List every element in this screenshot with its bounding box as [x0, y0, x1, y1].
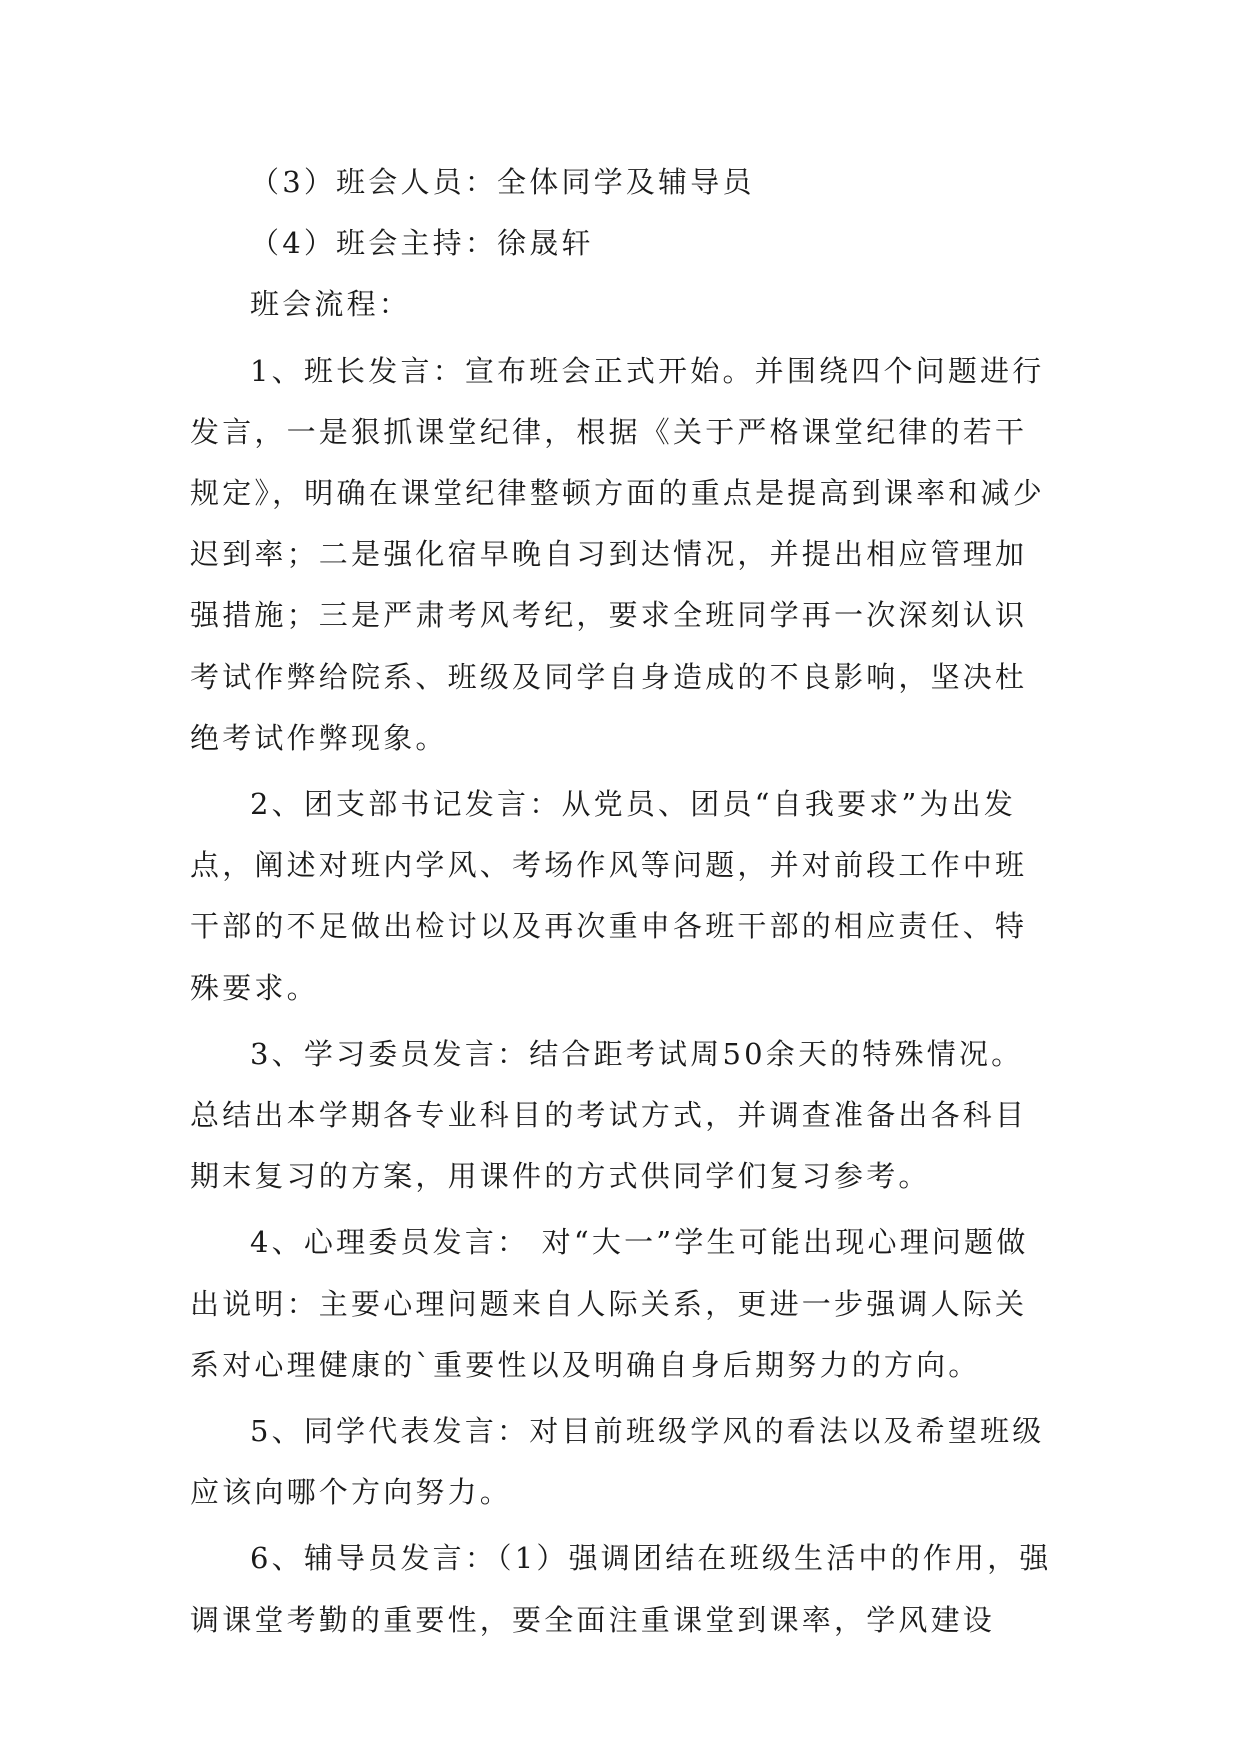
document-body — [190, 152, 1055, 1651]
paragraph-step-2: 2、团支部书记发言：从党员、团员“自我要求”为出发点，阐述对班内学风、考场作风等问题，并对前段工作中班干部的不足做出检讨以及再次重申各班干部的相应责任、特殊要求。 — [190, 787, 1028, 1005]
paragraph-step-4: 4、心理委员发言： 对“大一”学生可能出现心理问题做出说明：主要心理问题来自人际关系，更进一步强调人际关系对心理健康的`重要性以及明确自身后期努力的方向。 — [190, 1225, 1029, 1382]
paragraph-meeting-host: （4）班会主持：徐晟轩 — [250, 226, 594, 261]
paragraph-step-1: 1、班长发言：宣布班会正式开始。并围绕四个问题进行发言，一是狠抓课堂纪律，根据《关于严格课堂纪律的若干规定》，明确在课堂纪律整顿方面的重点是提高到课率和减少迟到率；二是强化宿早晚自习到达情况，并提出相应管理加强措施；三是严肃考风考纪，要求全班同学再一次深刻认识考试作弊给院系、班级及同学自身造成的不良影响，坚决杜绝考试作弊现象。 — [190, 353, 1045, 755]
paragraph-meeting-process-heading: 班会流程： — [250, 287, 412, 322]
paragraph-meeting-attendees: （3）班会人员：全体同学及辅导员 — [250, 165, 755, 199]
paragraph-step-6: 6、辅导员发言：（1）强调团结在班级生活中的作用，强调课堂考勤的重要性，要全面注重课堂到课率，学风建设 — [190, 1541, 1052, 1637]
paragraph-step-3: 3、学习委员发言：结合距考试周50余天的特殊情况。总结出本学期各专业科目的考试方式，并调查准备出各科目期末复习的方案，用课件的方式供同学们复习参考。 — [190, 1036, 1028, 1194]
paragraph-step-5: 5、同学代表发言：对目前班级学风的看法以及希望班级应该向哪个方向努力。 — [190, 1414, 1045, 1510]
